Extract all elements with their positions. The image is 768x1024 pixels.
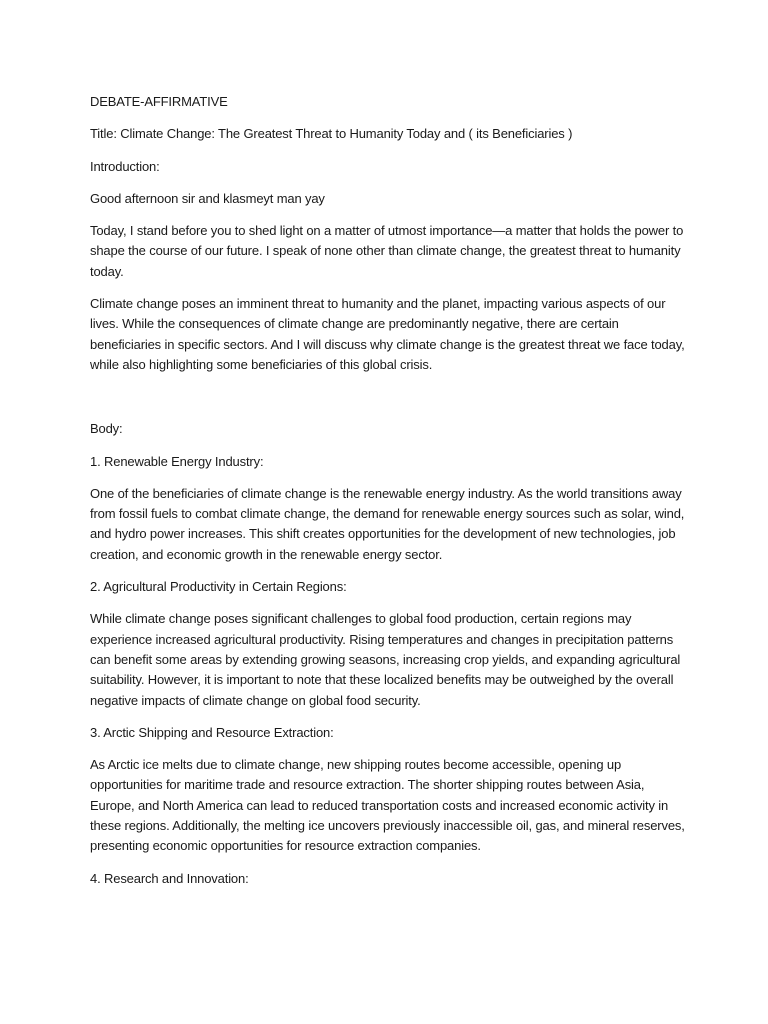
section-text-agriculture: While climate change poses significant challenges to global food production, certain regions may experience increased agricultural productivity. Rising temperatures and changes in precipitation patterns can benefit some areas by extending growing seasons, increasing crop yields, and expanding agricultural suitability. However, it is important to note that these localized benefits may be outweighed by the overall negative impacts of climate change on global food security. <box>90 611 681 708</box>
section-text-renewable: One of the beneficiaries of climate change is the renewable energy industry. As the world transitions away from fossil fuels to combat climate change, the demand for renewable energy sources such as solar, wind, and hydro power increases. This shift creates opportunities for the development of new technologies, job creation, and economic growth in the renewable energy sector. <box>90 485 685 562</box>
document-body <box>90 92 690 901</box>
intro-paragraph-1: Today, I stand before you to shed light on a matter of utmost importance—a matter that holds the power to shape the course of our future. I speak of none other than climate change, the greatest threat to humanity today. <box>90 223 684 279</box>
section-heading-renewable: 1. Renewable Energy Industry: <box>90 453 264 469</box>
intro-paragraph-2: Climate change poses an imminent threat to humanity and the planet, impacting various aspects of our lives. While the consequences of climate change are predominantly negative, there are certain beneficiaries in specific sectors. And I will discuss why climate change is the greatest threat we face today, while also highlighting some beneficiaries of this global crisis. <box>90 296 685 372</box>
intro-label: Introduction: <box>90 158 160 174</box>
section-heading-research: 4. Research and Innovation: <box>90 870 249 886</box>
section-text-arctic: As Arctic ice melts due to climate change, new shipping routes become accessible, opening up opportunities for maritime trade and resource extraction. The shorter shipping routes between Asia, Europe, and North America can lead to reduced transportation costs and increased economic activity in these regions. Additionally, the melting ice uncovers previously inaccessible oil, gas, and mineral reserves, presenting economic opportunities for resource extraction companies. <box>90 757 685 854</box>
doc-heading: DEBATE-AFFIRMATIVE <box>90 94 228 109</box>
body-label: Body: <box>90 421 123 437</box>
doc-title: Title: Climate Change: The Greatest Threat to Humanity Today and ( its Beneficiaries ) <box>90 126 573 142</box>
section-heading-arctic: 3. Arctic Shipping and Resource Extraction: <box>90 724 334 740</box>
section-heading-agriculture: 2. Agricultural Productivity in Certain Regions: <box>90 579 347 595</box>
greeting: Good afternoon sir and klasmeyt man yay <box>90 190 325 206</box>
